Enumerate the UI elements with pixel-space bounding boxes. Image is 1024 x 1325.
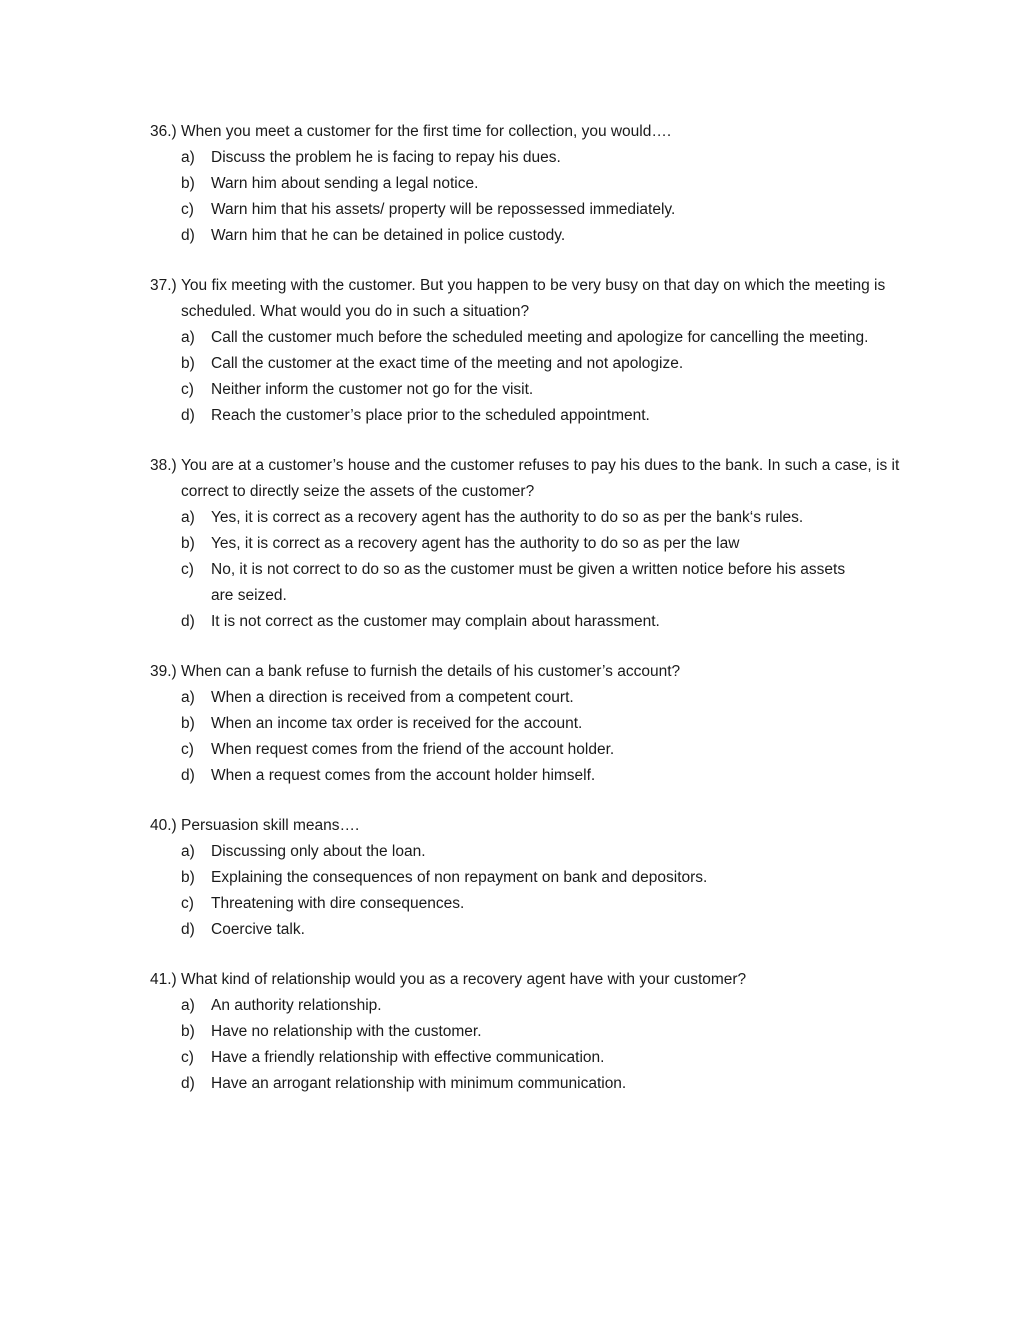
question-text-line (0, 813, 901, 839)
option-text: Explaining the consequences of non repayment on bank and depositors. (211, 869, 708, 886)
option-b (0, 351, 871, 377)
option-c (0, 197, 871, 223)
option-text: Have no relationship with the customer. (211, 1023, 482, 1040)
option-letter: a) (181, 149, 195, 166)
option-text: Yes, it is correct as a recovery agent has the authority to do so as per the bank‘s rules. (211, 509, 804, 526)
option-letter: d) (181, 921, 195, 938)
question-number: 37.) (150, 277, 177, 294)
option-a (0, 325, 871, 351)
option-d (0, 403, 871, 429)
question-text-line (0, 273, 901, 325)
option-d (0, 763, 871, 789)
option-text: No, it is not correct to do so as the customer must be given a written notice before his assets are seized. (211, 561, 846, 604)
option-a (0, 505, 871, 531)
question-text: When you meet a customer for the first time for collection, you would…. (181, 123, 672, 140)
question-38 (0, 453, 1024, 635)
option-list (0, 839, 1024, 943)
option-text: Reach the customer’s place prior to the scheduled appointment. (211, 407, 650, 424)
question-36 (0, 119, 1024, 249)
option-d (0, 917, 871, 943)
option-text: Discussing only about the loan. (211, 843, 426, 860)
option-list (0, 325, 1024, 429)
option-letter: d) (181, 407, 195, 424)
option-text: When request comes from the friend of the account holder. (211, 741, 615, 758)
question-text-line (0, 967, 901, 993)
option-text: Warn him that he can be detained in police custody. (211, 227, 566, 244)
option-letter: b) (181, 175, 195, 192)
option-text: Discuss the problem he is facing to repay his dues. (211, 149, 561, 166)
question-text-line (0, 659, 901, 685)
option-b (0, 711, 871, 737)
option-text: Neither inform the customer not go for the visit. (211, 381, 534, 398)
option-d (0, 223, 871, 249)
option-text: Call the customer much before the scheduled meeting and apologize for cancelling the meeting. (211, 329, 869, 346)
option-letter: b) (181, 1023, 195, 1040)
option-b (0, 865, 871, 891)
question-number: 40.) (150, 817, 177, 834)
question-text: What kind of relationship would you as a recovery agent have with your customer? (181, 971, 747, 988)
question-text: You are at a customer’s house and the customer refuses to pay his dues to the bank. In such a case, is it correct to directly seize the assets of the customer? (181, 457, 900, 500)
option-text: Threatening with dire consequences. (211, 895, 465, 912)
question-40 (0, 813, 1024, 943)
question-number: 36.) (150, 123, 177, 140)
option-list (0, 505, 1024, 635)
option-letter: d) (181, 613, 195, 630)
option-c (0, 737, 871, 763)
question-text: When can a bank refuse to furnish the details of his customer’s account? (181, 663, 681, 680)
question-37 (0, 273, 1024, 429)
option-letter: a) (181, 689, 195, 706)
option-c (0, 891, 871, 917)
option-letter: c) (181, 741, 194, 758)
option-letter: d) (181, 767, 195, 784)
option-list (0, 145, 1024, 249)
option-letter: c) (181, 561, 194, 578)
option-b (0, 1019, 871, 1045)
option-text: An authority relationship. (211, 997, 382, 1014)
question-number: 39.) (150, 663, 177, 680)
question-number: 41.) (150, 971, 177, 988)
option-letter: a) (181, 843, 195, 860)
option-b (0, 531, 871, 557)
option-text: It is not correct as the customer may complain about harassment. (211, 613, 660, 630)
option-text: Have a friendly relationship with effective communication. (211, 1049, 605, 1066)
option-letter: b) (181, 715, 195, 732)
question-41 (0, 967, 1024, 1097)
option-letter: b) (181, 869, 195, 886)
option-c (0, 557, 871, 609)
option-letter: c) (181, 895, 194, 912)
option-text: Have an arrogant relationship with minimum communication. (211, 1075, 627, 1092)
option-text: Warn him about sending a legal notice. (211, 175, 479, 192)
option-letter: c) (181, 1049, 194, 1066)
question-text: You fix meeting with the customer. But you happen to be very busy on that day on which the meeting is scheduled. What would you do in such a situation? (181, 277, 886, 320)
option-letter: c) (181, 201, 194, 218)
question-39 (0, 659, 1024, 789)
option-letter: b) (181, 355, 195, 372)
option-text: When a direction is received from a competent court. (211, 689, 574, 706)
option-a (0, 145, 871, 171)
option-c (0, 377, 871, 403)
option-a (0, 839, 871, 865)
option-d (0, 1071, 871, 1097)
question-page (0, 119, 1024, 1121)
option-letter: c) (181, 381, 194, 398)
option-letter: b) (181, 535, 195, 552)
option-a (0, 993, 871, 1019)
option-b (0, 171, 871, 197)
question-text-line (0, 119, 901, 145)
question-text-line (0, 453, 901, 505)
option-letter: a) (181, 329, 195, 346)
option-letter: a) (181, 997, 195, 1014)
option-list (0, 685, 1024, 789)
option-text: Yes, it is correct as a recovery agent has the authority to do so as per the law (211, 535, 740, 552)
option-text: Warn him that his assets/ property will be repossessed immediately. (211, 201, 676, 218)
option-a (0, 685, 871, 711)
question-number: 38.) (150, 457, 177, 474)
option-text: Coercive talk. (211, 921, 305, 938)
option-text: When a request comes from the account holder himself. (211, 767, 596, 784)
option-d (0, 609, 871, 635)
option-c (0, 1045, 871, 1071)
option-list (0, 993, 1024, 1097)
option-letter: d) (181, 1075, 195, 1092)
option-text: Call the customer at the exact time of the meeting and not apologize. (211, 355, 684, 372)
option-letter: d) (181, 227, 195, 244)
option-letter: a) (181, 509, 195, 526)
option-text: When an income tax order is received for the account. (211, 715, 583, 732)
question-text: Persuasion skill means…. (181, 817, 360, 834)
